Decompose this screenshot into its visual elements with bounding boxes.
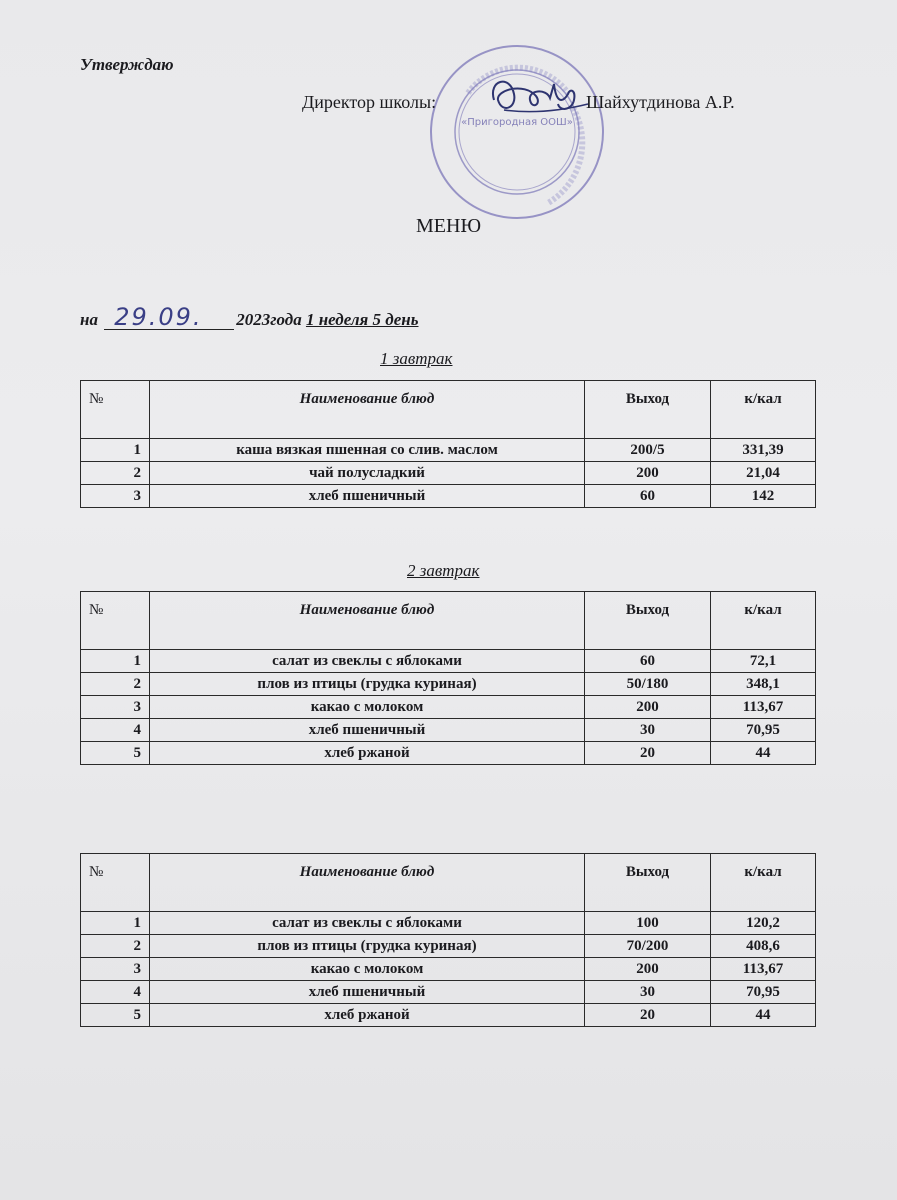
col-kcal-header: к/кал — [711, 381, 816, 439]
col-name-header: Наименование блюд — [150, 854, 585, 912]
row-num: 1 — [81, 439, 150, 462]
col-name-header: Наименование блюд — [150, 381, 585, 439]
table-row — [81, 935, 816, 958]
dish-kcal: 113,67 — [711, 696, 816, 719]
dish-output: 200 — [585, 958, 711, 981]
dish-output: 60 — [585, 485, 711, 508]
dish-name: хлеб пшеничный — [150, 719, 585, 742]
table-header — [81, 381, 816, 439]
table-row — [81, 719, 816, 742]
date-prefix: на — [80, 310, 98, 329]
director-label: Директор школы: — [302, 92, 437, 112]
page-title: МЕНЮ — [416, 215, 481, 237]
table-row — [81, 650, 816, 673]
dish-name: плов из птицы (грудка куриная) — [150, 673, 585, 696]
dish-name: хлеб ржаной — [150, 742, 585, 765]
table-row — [81, 485, 816, 508]
table-row — [81, 439, 816, 462]
stamp-text: «Пригородная ООШ» — [461, 117, 573, 128]
table-row — [81, 673, 816, 696]
table-row — [81, 912, 816, 935]
dish-name: хлеб пшеничный — [150, 485, 585, 508]
table-row — [81, 981, 816, 1004]
row-num: 1 — [81, 912, 150, 935]
dish-output: 30 — [585, 981, 711, 1004]
dish-output: 200 — [585, 462, 711, 485]
table-row — [81, 742, 816, 765]
col-output-header: Выход — [585, 592, 711, 650]
dish-kcal: 44 — [711, 742, 816, 765]
date-line — [80, 303, 419, 331]
dish-kcal: 348,1 — [711, 673, 816, 696]
approval-label: Утверждаю — [80, 55, 174, 74]
breakfast2-title: 2 завтрак — [407, 561, 480, 580]
table-row — [81, 462, 816, 485]
dish-output: 30 — [585, 719, 711, 742]
row-num: 2 — [81, 935, 150, 958]
row-num: 3 — [81, 696, 150, 719]
dish-name: какао с молоком — [150, 696, 585, 719]
handwritten-date: 29.09. — [114, 303, 203, 331]
col-num-header: № — [81, 854, 150, 912]
col-kcal-header: к/кал — [711, 854, 816, 912]
dish-kcal: 113,67 — [711, 958, 816, 981]
dish-name: салат из свеклы с яблоками — [150, 650, 585, 673]
table-header — [81, 592, 816, 650]
director-name: Шайхутдинова А.Р. — [586, 92, 735, 112]
dish-output: 20 — [585, 1004, 711, 1027]
dish-kcal: 21,04 — [711, 462, 816, 485]
dish-name: каша вязкая пшенная со слив. маслом — [150, 439, 585, 462]
breakfast2-table — [80, 591, 816, 765]
director-signature — [484, 70, 594, 125]
dish-name: хлеб ржаной — [150, 1004, 585, 1027]
row-num: 3 — [81, 485, 150, 508]
dish-kcal: 142 — [711, 485, 816, 508]
dish-name: плов из птицы (грудка куриная) — [150, 935, 585, 958]
col-num-header: № — [81, 381, 150, 439]
date-field — [104, 303, 234, 331]
dish-name: какао с молоком — [150, 958, 585, 981]
dish-name: салат из свеклы с яблоками — [150, 912, 585, 935]
dish-output: 70/200 — [585, 935, 711, 958]
row-num: 4 — [81, 981, 150, 1004]
col-output-header: Выход — [585, 381, 711, 439]
dish-kcal: 70,95 — [711, 981, 816, 1004]
table-row — [81, 958, 816, 981]
date-year: 2023года — [236, 310, 302, 329]
dish-output: 200/5 — [585, 439, 711, 462]
dish-kcal: 72,1 — [711, 650, 816, 673]
dish-kcal: 120,2 — [711, 912, 816, 935]
dish-output: 20 — [585, 742, 711, 765]
col-kcal-header: к/кал — [711, 592, 816, 650]
third-menu-table — [80, 853, 816, 1027]
breakfast1-title: 1 завтрак — [380, 349, 453, 368]
col-name-header: Наименование блюд — [150, 592, 585, 650]
row-num: 3 — [81, 958, 150, 981]
dish-output: 50/180 — [585, 673, 711, 696]
table-header — [81, 854, 816, 912]
week-day: 1 неделя 5 день — [305, 310, 419, 329]
dish-output: 200 — [585, 696, 711, 719]
dish-output: 100 — [585, 912, 711, 935]
row-num: 5 — [81, 742, 150, 765]
table-row — [81, 1004, 816, 1027]
row-num: 2 — [81, 673, 150, 696]
breakfast1-table — [80, 380, 816, 508]
dish-name: чай полусладкий — [150, 462, 585, 485]
row-num: 1 — [81, 650, 150, 673]
col-num-header: № — [81, 592, 150, 650]
dish-kcal: 44 — [711, 1004, 816, 1027]
dish-kcal: 331,39 — [711, 439, 816, 462]
dish-output: 60 — [585, 650, 711, 673]
col-output-header: Выход — [585, 854, 711, 912]
dish-kcal: 408,6 — [711, 935, 816, 958]
table-row — [81, 696, 816, 719]
row-num: 2 — [81, 462, 150, 485]
row-num: 4 — [81, 719, 150, 742]
dish-name: хлеб пшеничный — [150, 981, 585, 1004]
row-num: 5 — [81, 1004, 150, 1027]
dish-kcal: 70,95 — [711, 719, 816, 742]
